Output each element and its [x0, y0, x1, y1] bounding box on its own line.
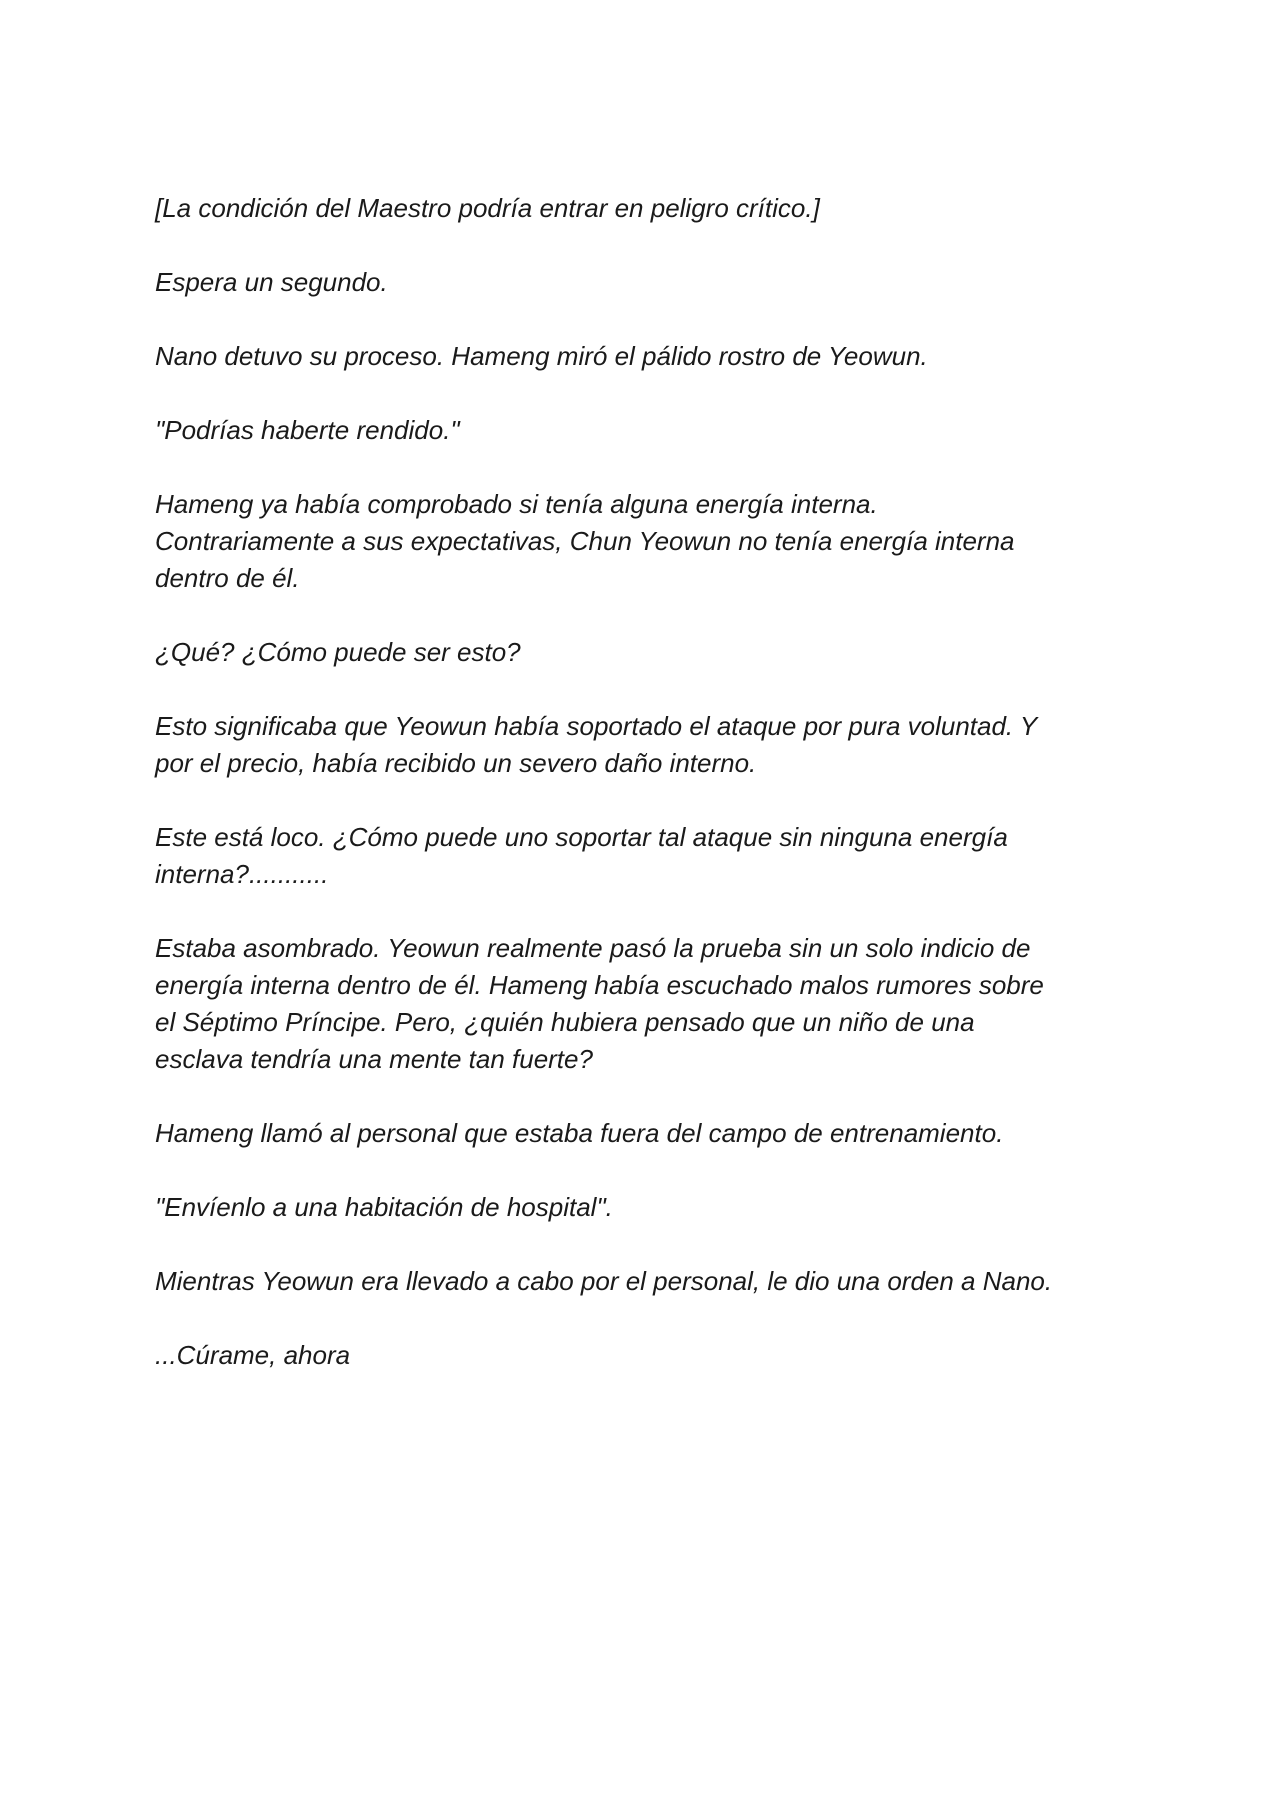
paragraph: Espera un segundo.	[155, 267, 388, 297]
paragraph: Nano detuvo su proceso. Hameng miró el pálido rostro de Yeowun.	[155, 341, 928, 371]
paragraph: Hameng llamó al personal que estaba fuera del campo de entrenamiento.	[155, 1118, 1004, 1148]
paragraph: "Envíenlo a una habitación de hospital".	[155, 1192, 613, 1222]
paragraph: Estaba asombrado. Yeowun realmente pasó la prueba sin un solo indicio de energía interna dentro de él. Hameng había escuchado malos rumores sobre el Séptimo Príncipe. Pero, ¿quién hubiera pensado que un niño de una esclava tendría una mente tan fuerte?	[155, 933, 1044, 1074]
paragraph: Mientras Yeowun era llevado a cabo por el personal, le dio una orden a Nano.	[155, 1266, 1053, 1296]
document-body	[155, 190, 1145, 1411]
paragraph: "Podrías haberte rendido."	[155, 415, 460, 445]
paragraph: Hameng ya había comprobado si tenía alguna energía interna. Contrariamente a sus expectativas, Chun Yeowun no tenía energía interna dentro de él.	[155, 489, 1015, 593]
paragraph: Este está loco. ¿Cómo puede uno soportar tal ataque sin ninguna energía interna?...........	[155, 822, 1008, 889]
paragraph: ...Cúrame, ahora	[155, 1340, 351, 1370]
paragraph: Esto significaba que Yeowun había soportado el ataque por pura voluntad. Y por el precio, había recibido un severo daño interno.	[155, 711, 1038, 778]
paragraph: [La condición del Maestro podría entrar en peligro crítico.]	[155, 193, 820, 223]
paragraph: ¿Qué? ¿Cómo puede ser esto?	[155, 637, 521, 667]
